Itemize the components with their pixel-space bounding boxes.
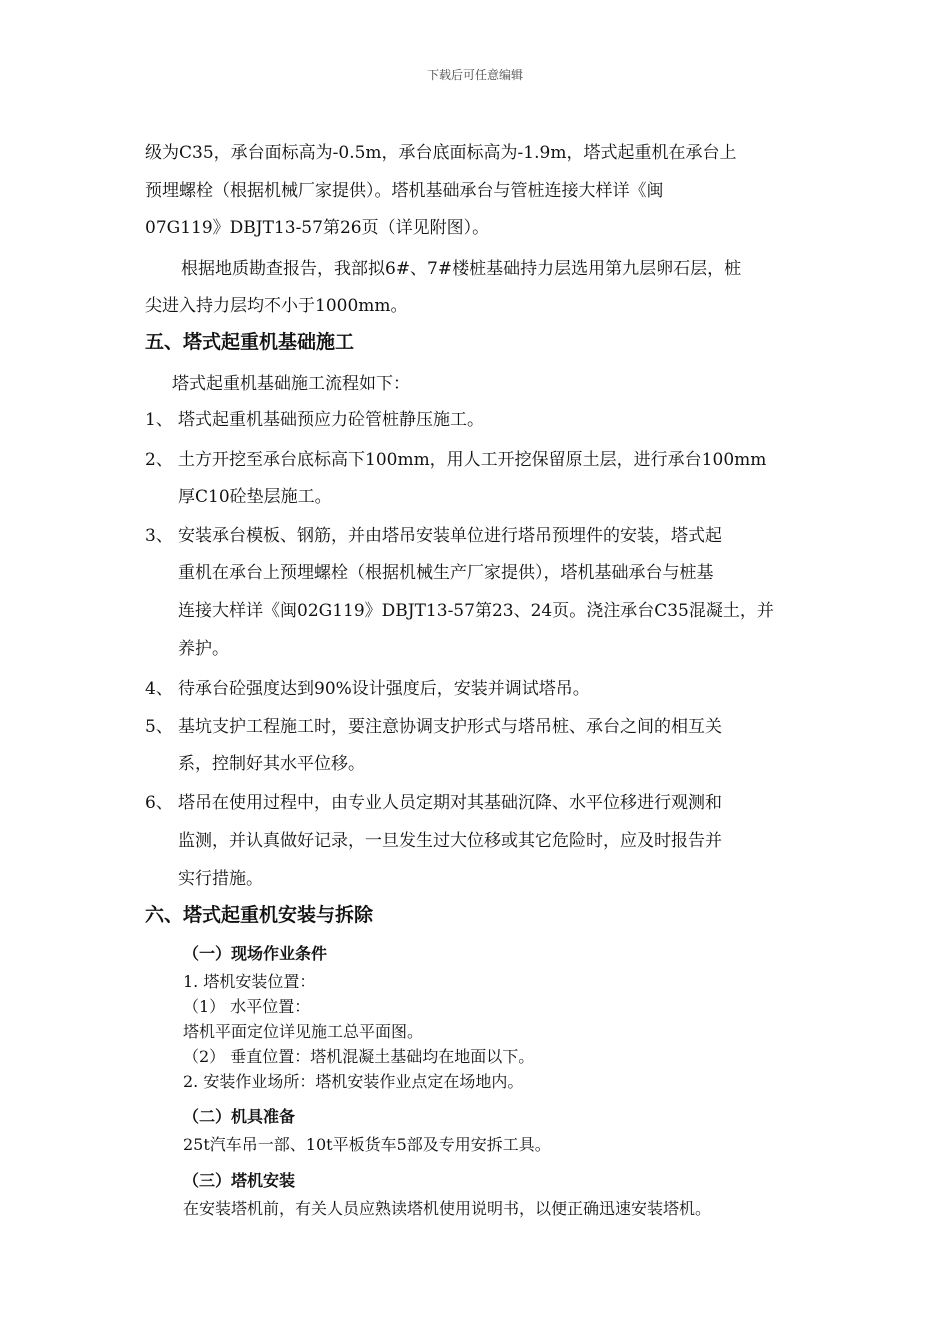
- list-item-text: 系，控制好其水平位移。: [178, 754, 365, 774]
- intro-line-2: 预埋螺栓（根据机械厂家提供）。塔机基础承台与管桩连接大样详《闽: [145, 181, 664, 201]
- subsection-3-heading: （三）塔机安装: [183, 1171, 296, 1190]
- list-item-text: 基坑支护工程施工时，要注意协调支护形式与塔吊桩、承台之间的相互关: [178, 717, 722, 737]
- list-item-text: 养护。: [178, 639, 229, 659]
- list-item-text: 厚C10砼垫层施工。: [178, 487, 332, 507]
- list-item-text: 监测，并认真做好记录，一旦发生过大位移或其它危险时，应及时报告并: [178, 831, 722, 851]
- section-5-heading: 五、塔式起重机基础施工: [145, 331, 355, 353]
- list-item-text: 实行措施。: [178, 869, 263, 889]
- subsection-1-line: 1. 塔机安装位置：: [183, 972, 316, 991]
- list-item-text: 连接大样详《闽02G119》DBJT13-57第23、24页。浇注承台C35混凝土，并: [178, 601, 774, 621]
- subsection-1-line: （1） 水平位置：: [183, 997, 311, 1016]
- subsection-1-line: 塔机平面定位详见施工总平面图。: [183, 1022, 424, 1041]
- list-item-number: 2、: [145, 450, 173, 470]
- subsection-3-line: 在安装塔机前，有关人员应熟读塔机使用说明书，以便正确迅速安装塔机。: [183, 1199, 712, 1218]
- list-item-text: 重机在承台上预埋螺栓（根据机械生产厂家提供），塔机基础承台与桩基: [178, 563, 714, 583]
- list-item-text: 土方开挖至承台底标高下100mm，用人工开挖保留原土层，进行承台100mm: [178, 450, 767, 470]
- list-item-number: 4、: [145, 679, 173, 699]
- subsection-1-line: 2. 安装作业场所：塔机安装作业点定在场地内。: [183, 1072, 524, 1091]
- intro-line-4: 根据地质勘查报告，我部拟6#、7#楼桩基础持力层选用第九层卵石层，桩: [181, 259, 742, 279]
- list-item-number: 3、: [145, 526, 173, 546]
- subsection-1-heading: （一）现场作业条件: [183, 944, 328, 963]
- subsection-1-line: （2） 垂直位置：塔机混凝土基础均在地面以下。: [183, 1047, 535, 1066]
- subsection-2-heading: （二）机具准备: [183, 1107, 296, 1126]
- list-item-number: 5、: [145, 717, 173, 737]
- list-item-text: 待承台砼强度达到90%设计强度后，安装并调试塔吊。: [178, 679, 590, 699]
- section-5-lead: 塔式起重机基础施工流程如下：: [172, 374, 410, 394]
- intro-line-3: 07G119》DBJT13-57第26页（详见附图）。: [145, 218, 490, 238]
- list-item-number: 1、: [145, 410, 173, 430]
- subsection-2-line: 25t汽车吊一部、10t平板货车5部及专用安拆工具。: [183, 1135, 551, 1154]
- page-header: 下载后可任意编辑: [426, 68, 523, 82]
- list-item-number: 6、: [145, 793, 173, 813]
- list-item-text: 塔式起重机基础预应力砼管桩静压施工。: [178, 410, 484, 430]
- list-item-text: 塔吊在使用过程中，由专业人员定期对其基础沉降、水平位移进行观测和: [178, 793, 722, 813]
- section-6-heading: 六、塔式起重机安装与拆除: [145, 904, 374, 926]
- intro-line-1: 级为C35，承台面标高为-0.5m，承台底面标高为-1.9m，塔式起重机在承台上: [145, 143, 737, 163]
- intro-line-5: 尖进入持力层均不小于1000mm。: [145, 296, 408, 316]
- list-item-text: 安装承台模板、钢筋，并由塔吊安装单位进行塔吊预埋件的安装，塔式起: [178, 526, 722, 546]
